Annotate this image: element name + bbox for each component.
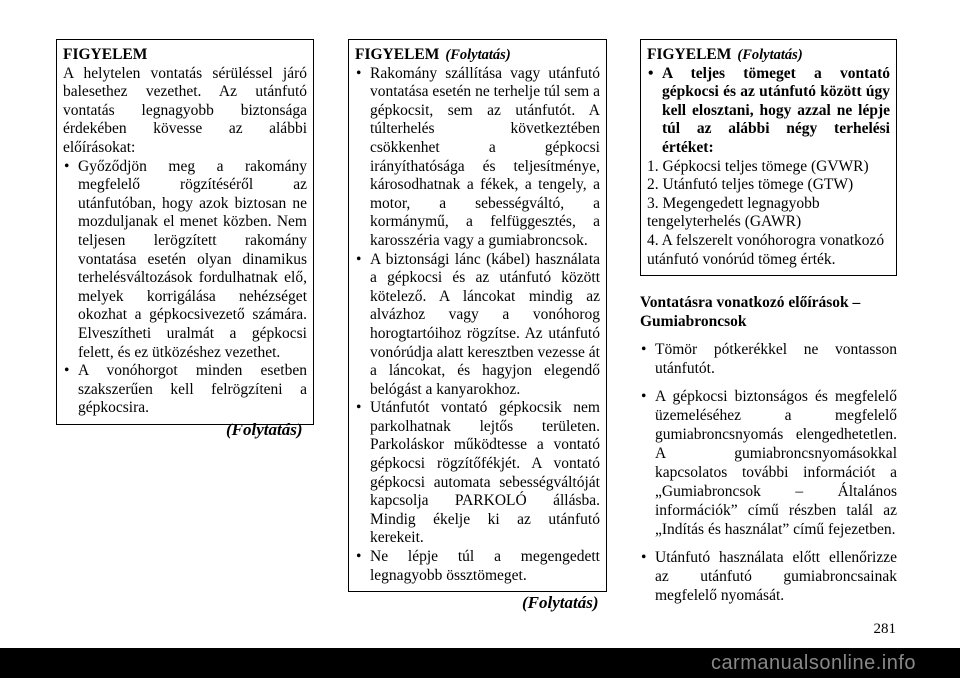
warning-bullet-list [647, 65, 890, 158]
list-item: • Utánfutót vontató gépkocsik nem parkolhatnak lejtős területen. Parkoláskor működtesse a vontató gépkocsi rögzítőfékjét. A vontató gépkocsi automata sebességváltóját kapcsolja PARKOLÓ állásba. Mindig ékelje ki az utánfutó kerekeit. [355, 399, 600, 548]
list-item: 3. Megengedett legnagyobb tengelyterhelés (GAWR) [647, 194, 820, 231]
tire-section [640, 293, 897, 605]
list-item: • Győződjön meg a rakomány megfelelő rögzítéséről az utánfutóban, hogy azok biztosan ne mozduljanak el menet közben. Nem teljesen lerögzített rakomány vontatása esetén olyan dinamikus terhelésváltozások fordulhatnak elő, melyek korrigálása nehézséget okozhat a gépkocsivezető számára. Elveszítheti uralmát a gépkocsi felett, és ez ütközéshez vezethet. [63, 158, 307, 363]
warning-box-middle [348, 39, 607, 592]
list-item: • Tömör pótkerékkel ne vontasson utánfutót. [640, 340, 897, 378]
list-item: • A teljes tömeget a vontató gépkocsi és az utánfutó között úgy kell elosztani, hogy azzal ne lépje túl az alábbi négy terhelési értéket: [647, 65, 890, 158]
warning-bullet-list [63, 158, 307, 418]
list-item: 2. Utánfutó teljes tömege (GTW) [647, 176, 854, 194]
heading-continued: (Folytatás) [445, 47, 511, 63]
heading-continued: (Folytatás) [737, 47, 803, 63]
section-title: Vontatásra vonatkozó előírások – Gumiabroncsok [640, 294, 861, 331]
tire-bullet-list [640, 340, 897, 605]
continued-label: (Folytatás) [226, 420, 303, 439]
list-item: • Ne lépje túl a megengedett legnagyobb össztömeget. [355, 548, 600, 585]
warning-heading: FIGYELEM (Folytatás) [647, 46, 803, 63]
list-item: 4. A felszerelt vonóhorogra vonatkozó utánfutó vonórúd tömeg érték. [647, 231, 885, 268]
warning-bullet-list [355, 65, 600, 586]
list-item: • Utánfutó használata előtt ellenőrizze az utánfutó gumiabroncsainak megfelelő nyomását. [640, 548, 897, 605]
warning-heading: FIGYELEM (Folytatás) [355, 46, 511, 63]
list-item: • A vonóhorgot minden esetben szakszerűen kell felrögzíteni a gépkocsira. [63, 362, 307, 418]
list-item: • A biztonsági lánc (kábel) használata a gépkocsi és az utánfutó között kötelező. A láncokat mindig az alvázhoz vagy a vonóhorog horogtartóihoz rögzítse. Az utánfutó vonórúdja alatt keresztben vezesse át a láncokat, és hagyjon elegendő belógást a kanyarokhoz. [355, 251, 600, 400]
warning-box-left [56, 39, 314, 425]
warning-intro: A helytelen vontatás sérüléssel járó balesethez vezethet. Az utánfutó vontatás legnagyobb biztonsága érdekében kövesse az alábbi előírásokat: [63, 64, 307, 156]
page-number: 281 [873, 621, 896, 637]
list-item: • Rakomány szállítása vagy utánfutó vontatása esetén ne terhelje túl sem a gépkocsit, sem az utánfutót. A túlterhelés következtében csökkenhet a gépkocsi irányíthatósága és teljesítménye, károsodhatnak a fékek, a tengely, a motor, a sebességváltó, a kormánymű, a felfüggesztés, a karosszéria vagy a gumiabroncsok. [355, 65, 600, 251]
continued-label: (Folytatás) [522, 593, 599, 612]
warning-heading: FIGYELEM [63, 46, 148, 63]
warning-box-right [640, 39, 897, 276]
list-item: 1. Gépkocsi teljes tömege (GVWR) [647, 157, 869, 175]
watermark: carmanualsonline.info [0, 648, 960, 678]
list-item: • A gépkocsi biztonságos és megfelelő üzemeléséhez a megfelelő gumiabroncsnyomás elengedhetetlen. A gumiabroncsnyomásokkal kapcsolatos további információt a „Gumiabroncsok – Általános információk” című részben talál az „Indítás és használat” című fejezetben. [640, 387, 897, 539]
load-ratings-list [647, 158, 890, 270]
